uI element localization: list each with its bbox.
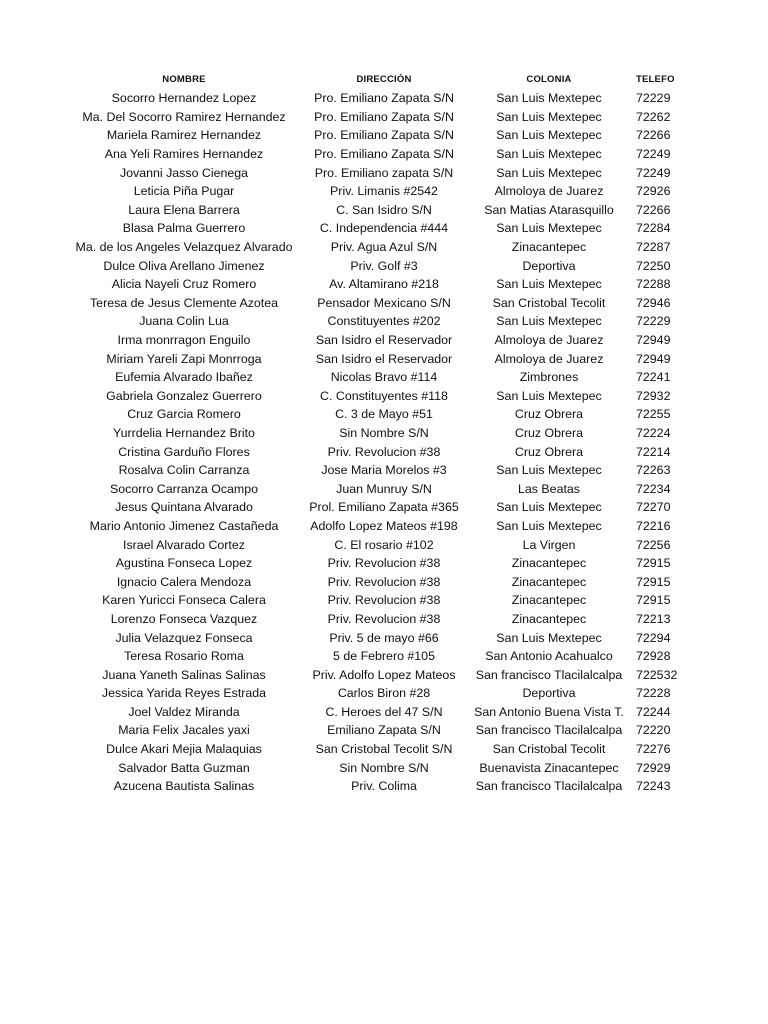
cell-telefono: 72294 [636, 630, 671, 645]
cell-colonia: Zinacantepec [511, 593, 587, 608]
cell-nombre: Teresa Rosario Roma [124, 649, 244, 664]
table-row [70, 647, 768, 666]
cell-telefono: 72928 [636, 649, 671, 664]
cell-direccion: Priv. Colima [351, 779, 417, 794]
cell-nombre: Jessica Yarida Reyes Estrada [101, 686, 267, 701]
cell-colonia: Cruz Obrera [514, 407, 584, 422]
cell-telefono: 72224 [636, 425, 671, 440]
cell-direccion: Pro. Emiliano Zapata S/N [314, 147, 454, 162]
cell-nombre: Dulce Oliva Arellano Jimenez [103, 258, 265, 273]
cell-telefono: 72250 [636, 258, 671, 273]
cell-colonia: Zinacantepec [511, 556, 587, 571]
table-row [70, 256, 768, 275]
cell-direccion: Emiliano Zapata S/N [327, 723, 441, 738]
cell-telefono: 72228 [636, 686, 671, 701]
cell-nombre: Rosalva Colin Carranza [118, 463, 250, 478]
table-row [70, 387, 768, 406]
cell-colonia: Buenavista Zinacantepec [479, 760, 619, 775]
header-direccion: DIRECCIÓN [356, 73, 412, 85]
cell-direccion: Av. Altamirano #218 [329, 277, 439, 292]
cell-telefono: 72926 [636, 184, 671, 199]
cell-nombre: Joel Valdez Miranda [128, 704, 240, 719]
cell-direccion: Priv. Revolucion #38 [327, 611, 441, 626]
cell-colonia: San francisco Tlacilalcalpa [475, 667, 623, 682]
table-row [70, 517, 768, 536]
cell-colonia: San Luis Mextepec [496, 128, 602, 143]
cell-direccion: Priv. Revolucion #38 [327, 593, 441, 608]
cell-nombre: Miriam Yareli Zapi Monrroga [106, 351, 262, 366]
cell-nombre: Ignacio Calera Mendoza [116, 574, 252, 589]
table-row [70, 777, 768, 796]
cell-nombre: Jesus Quintana Alvarado [115, 500, 253, 515]
cell-telefono: 72256 [636, 537, 671, 552]
cell-telefono: 72949 [636, 333, 671, 348]
cell-direccion: Nicolas Bravo #114 [330, 370, 438, 385]
table-row [70, 219, 768, 238]
cell-telefono: 72255 [636, 407, 671, 422]
cell-direccion: C. San Isidro S/N [336, 202, 432, 217]
cell-direccion: Constituyentes #202 [327, 314, 441, 329]
cell-telefono: 72949 [636, 351, 671, 366]
cell-direccion: Pro. Emiliano zapata S/N [314, 165, 454, 180]
cell-colonia: San Luis Mextepec [496, 518, 602, 533]
cell-colonia: San Cristobal Tecolit [492, 295, 606, 310]
cell-colonia: San Luis Mextepec [496, 463, 602, 478]
cell-direccion: Priv. Limanis #2542 [330, 184, 438, 199]
cell-direccion: C. Constituyentes #118 [320, 388, 448, 403]
cell-nombre: Socorro Hernandez Lopez [111, 91, 257, 106]
cell-direccion: Carlos Biron #28 [337, 686, 431, 701]
cell-nombre: Yurrdelia Hernandez Brito [113, 425, 255, 440]
cell-nombre: Juana Colin Lua [139, 314, 229, 329]
table-row [70, 461, 768, 480]
cell-colonia: San francisco Tlacilalcalpa [475, 779, 623, 794]
cell-colonia: San Luis Mextepec [496, 388, 602, 403]
table-row [70, 684, 768, 703]
table-row [70, 89, 768, 108]
cell-colonia: Las Beatas [518, 481, 580, 496]
cell-direccion: Priv. Agua Azul S/N [330, 240, 438, 255]
table-row [70, 126, 768, 145]
cell-colonia: San Luis Mextepec [496, 165, 602, 180]
table-row [70, 424, 768, 443]
cell-direccion: Jose Maria Morelos #3 [321, 463, 447, 478]
table-row [70, 145, 768, 164]
cell-colonia: La Virgen [522, 537, 576, 552]
cell-telefono: 72216 [636, 518, 671, 533]
cell-nombre: Irma monrragon Enguilo [117, 333, 251, 348]
cell-telefono: 72270 [636, 500, 671, 515]
cell-telefono: 72249 [636, 147, 671, 162]
cell-nombre: Juana Yaneth Salinas Salinas [102, 667, 266, 682]
cell-direccion: 5 de Febrero #105 [333, 649, 435, 664]
cell-nombre: Mariela Ramirez Hernandez [106, 128, 262, 143]
cell-nombre: Cruz Garcia Romero [127, 407, 241, 422]
cell-telefono: 72241 [636, 370, 671, 385]
cell-telefono: 72266 [636, 128, 671, 143]
table-row [70, 703, 768, 722]
cell-direccion: C. Independencia #444 [319, 221, 449, 236]
cell-telefono: 72234 [636, 481, 671, 496]
cell-direccion: Priv. Revolucion #38 [327, 444, 441, 459]
cell-colonia: San francisco Tlacilalcalpa [475, 723, 623, 738]
cell-telefono: 72915 [636, 574, 671, 589]
table-row [70, 238, 768, 257]
cell-nombre: Lorenzo Fonseca Vazquez [110, 611, 258, 626]
cell-telefono: 72287 [636, 240, 671, 255]
cell-nombre: Ma. Del Socorro Ramirez Hernandez [82, 109, 286, 124]
cell-direccion: Priv. Golf #3 [350, 258, 418, 273]
cell-nombre: Maria Felix Jacales yaxi [118, 723, 250, 738]
table-row [70, 572, 768, 591]
cell-nombre: Ma. de los Angeles Velazquez Alvarado [75, 240, 293, 255]
cell-direccion: Pro. Emiliano Zapata S/N [314, 91, 454, 106]
cell-direccion: Pensador Mexicano S/N [317, 295, 451, 310]
cell-telefono: 72263 [636, 463, 671, 478]
cell-direccion: C. El rosario #102 [334, 537, 434, 552]
table-row [70, 498, 768, 517]
cell-nombre: Ana Yeli Ramires Hernandez [104, 147, 264, 162]
cell-nombre: Julia Velazquez Fonseca [115, 630, 253, 645]
contacts-table [70, 69, 768, 796]
table-row [70, 479, 768, 498]
table-row [70, 275, 768, 294]
table-row [70, 628, 768, 647]
cell-nombre: Agustina Fonseca Lopez [115, 556, 253, 571]
cell-colonia: Zinacantepec [511, 611, 587, 626]
cell-telefono: 72929 [636, 760, 671, 775]
cell-nombre: Jovanni Jasso Cienega [119, 165, 249, 180]
cell-nombre: Eufemia Alvarado Ibañez [115, 370, 253, 385]
table-body [70, 89, 768, 796]
cell-nombre: Mario Antonio Jimenez Castañeda [89, 518, 279, 533]
cell-nombre: Israel Alvarado Cortez [123, 537, 245, 552]
cell-colonia: San Luis Mextepec [496, 91, 602, 106]
table-row [70, 349, 768, 368]
cell-nombre: Gabriela Gonzalez Guerrero [106, 388, 262, 403]
cell-direccion: San Isidro el Reservador [315, 333, 453, 348]
cell-nombre: Socorro Carranza Ocampo [109, 481, 259, 496]
cell-direccion: Adolfo Lopez Mateos #198 [310, 518, 458, 533]
table-row [70, 331, 768, 350]
table-row [70, 368, 768, 387]
cell-telefono: 72288 [636, 277, 671, 292]
header-colonia: COLONIA [526, 73, 572, 85]
cell-colonia: Deportiva [522, 686, 576, 701]
cell-colonia: Almoloya de Juarez [494, 351, 604, 366]
cell-direccion: C. Heroes del 47 S/N [325, 704, 443, 719]
table-row [70, 535, 768, 554]
table-row [70, 163, 768, 182]
cell-colonia: Cruz Obrera [514, 425, 584, 440]
cell-telefono: 72266 [636, 202, 671, 217]
cell-colonia: San Antonio Acahualco [485, 649, 613, 664]
cell-colonia: San Cristobal Tecolit [492, 742, 606, 757]
cell-nombre: Dulce Akari Mejia Malaquias [106, 742, 262, 757]
cell-colonia: San Luis Mextepec [496, 314, 602, 329]
cell-telefono: 72213 [636, 611, 671, 626]
cell-colonia: Almoloya de Juarez [494, 333, 604, 348]
table-row [70, 721, 768, 740]
cell-colonia: Zinacantepec [511, 574, 587, 589]
cell-direccion: C. 3 de Mayo #51 [335, 407, 433, 422]
cell-telefono: 722532 [636, 667, 678, 682]
cell-direccion: Priv. 5 de mayo #66 [329, 630, 439, 645]
cell-telefono: 72243 [636, 779, 671, 794]
cell-nombre: Blasa Palma Guerrero [122, 221, 246, 236]
cell-telefono: 72229 [636, 91, 671, 106]
cell-nombre: Laura Elena Barrera [128, 202, 240, 217]
cell-telefono: 72249 [636, 165, 671, 180]
cell-colonia: San Luis Mextepec [496, 221, 602, 236]
cell-telefono: 72276 [636, 742, 671, 757]
cell-telefono: 72284 [636, 221, 671, 236]
header-nombre: NOMBRE [162, 73, 206, 85]
cell-telefono: 72915 [636, 593, 671, 608]
cell-direccion: Pro. Emiliano Zapata S/N [314, 128, 454, 143]
cell-colonia: San Luis Mextepec [496, 277, 602, 292]
cell-colonia: Almoloya de Juarez [494, 184, 604, 199]
cell-colonia: San Luis Mextepec [496, 500, 602, 515]
cell-direccion: Juan Munruy S/N [336, 481, 432, 496]
table-row [70, 554, 768, 573]
cell-direccion: San Isidro el Reservador [315, 351, 453, 366]
header-telefono: TELEFO [636, 73, 675, 85]
cell-telefono: 72214 [636, 444, 671, 459]
table-row [70, 201, 768, 220]
header-row [70, 69, 768, 89]
cell-telefono: 72220 [636, 723, 671, 738]
cell-nombre: Cristina Garduño Flores [118, 444, 250, 459]
cell-nombre: Azucena Bautista Salinas [113, 779, 255, 794]
cell-colonia: Deportiva [522, 258, 576, 273]
cell-direccion: Sin Nombre S/N [339, 760, 429, 775]
cell-direccion: Pro. Emiliano Zapata S/N [314, 109, 454, 124]
table-row [70, 758, 768, 777]
cell-colonia: Zimbrones [519, 370, 579, 385]
table-row [70, 405, 768, 424]
cell-direccion: Prol. Emiliano Zapata #365 [309, 500, 459, 515]
cell-telefono: 72244 [636, 704, 671, 719]
table-row [70, 442, 768, 461]
table-row [70, 665, 768, 684]
cell-colonia: Cruz Obrera [514, 444, 584, 459]
cell-direccion: Priv. Revolucion #38 [327, 574, 441, 589]
cell-nombre: Salvador Batta Guzman [118, 760, 250, 775]
table-row [70, 740, 768, 759]
cell-telefono: 72262 [636, 109, 671, 124]
cell-direccion: Priv. Adolfo Lopez Mateos [312, 667, 456, 682]
cell-nombre: Karen Yuricci Fonseca Calera [102, 593, 266, 608]
cell-nombre: Teresa de Jesus Clemente Azotea [89, 295, 279, 310]
cell-colonia: San Luis Mextepec [496, 109, 602, 124]
table-row [70, 294, 768, 313]
cell-colonia: San Luis Mextepec [496, 147, 602, 162]
cell-colonia: San Antonio Buena Vista T. [474, 704, 624, 719]
cell-telefono: 72946 [636, 295, 671, 310]
table-row [70, 591, 768, 610]
cell-colonia: Zinacantepec [511, 240, 587, 255]
table-row [70, 108, 768, 127]
cell-direccion: Priv. Revolucion #38 [327, 556, 441, 571]
cell-direccion: Sin Nombre S/N [339, 425, 429, 440]
cell-telefono: 72229 [636, 314, 671, 329]
cell-colonia: San Matias Atarasquillo [484, 202, 614, 217]
cell-direccion: San Cristobal Tecolit S/N [315, 742, 453, 757]
cell-colonia: San Luis Mextepec [496, 630, 602, 645]
cell-nombre: Leticia Piña Pugar [133, 184, 235, 199]
table-row [70, 182, 768, 201]
table-row [70, 312, 768, 331]
cell-telefono: 72915 [636, 556, 671, 571]
table-row [70, 610, 768, 629]
cell-telefono: 72932 [636, 388, 671, 403]
cell-nombre: Alicia Nayeli Cruz Romero [111, 277, 257, 292]
